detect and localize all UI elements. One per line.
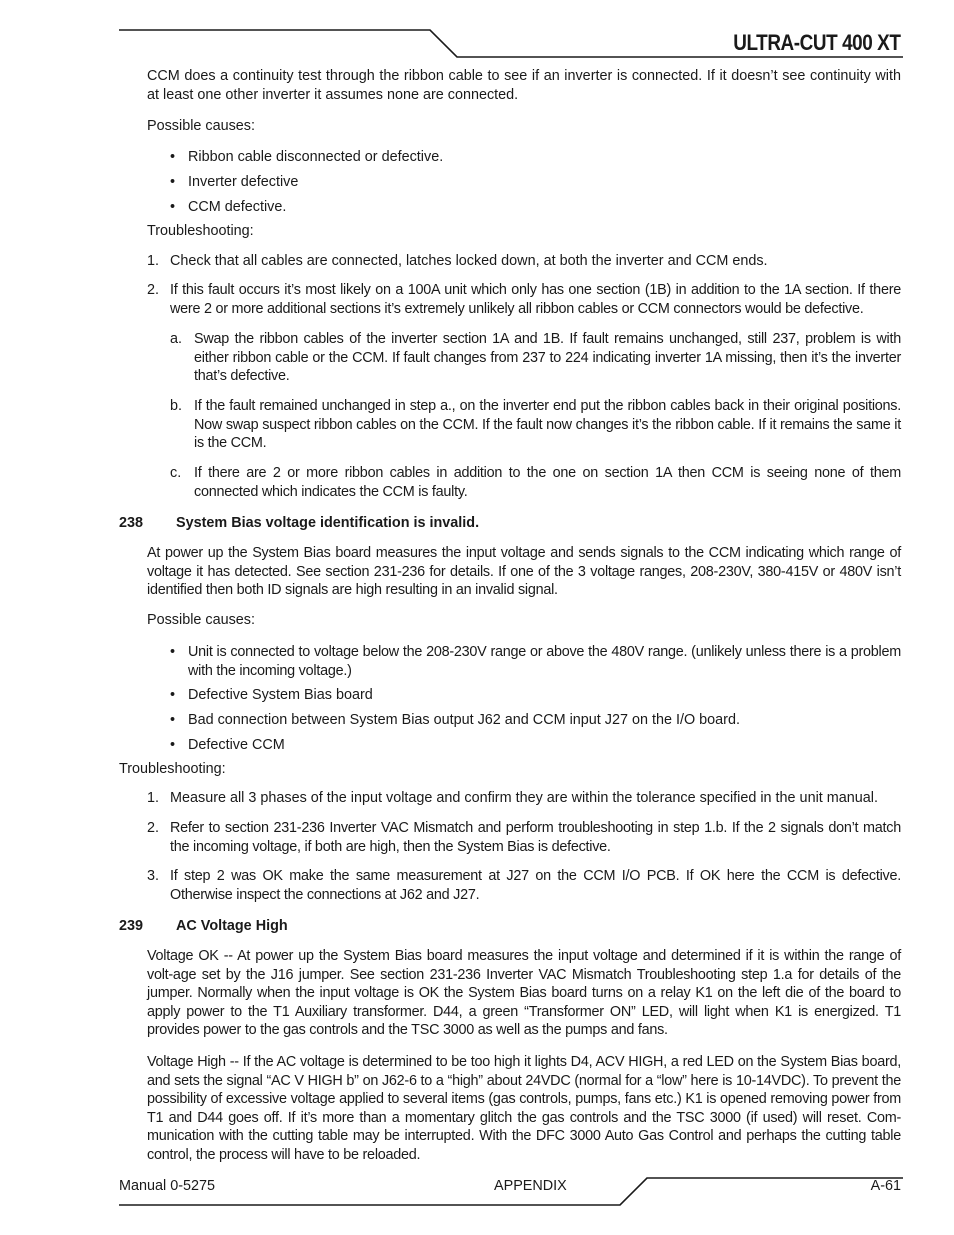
bullet-icon: •: [170, 712, 176, 728]
footer-page-number: A-61: [870, 1178, 901, 1194]
step-text: Measure all 3 phases of the input voltage and confirm they are within the tolerance specified in the unit manual.: [170, 790, 878, 806]
document-title: ULTRA-CUT 400 XT: [732, 30, 900, 55]
list-item: CCM defective.: [188, 199, 287, 215]
step-text: If step 2 was OK make the same measurement at J27 on the CCM I/O PCB. If OK here the CCM is defective. Otherwise inspect the connections at J62 and J27.: [170, 868, 901, 903]
section-title: AC Voltage High: [176, 918, 288, 934]
list-item: Inverter defective: [188, 174, 299, 190]
section-paragraph: Voltage OK -- At power up the System Bias board measures the input voltage and determined if it is within the range of volt-age set by the J16 jumper. See section 231-236 Inverter VAC Mismatch Troubleshooting step 1.a for details of the jumper. Normally when the input voltage is OK the System Bias board turns on a relay K1 on the left die of the board to apply power to the T1 Auxiliary transformer. D44, a green “Transformer ON” LED, will light when K1 is energized. T1 provides power to the gas controls and the TSC 3000 as well as the pumps and fans.: [147, 948, 901, 1039]
step-text: If this fault occurs it’s most likely on a 100A unit which only has one section (1B) in addition to the 1A section. If there were 2 or more additional sections it’s extremely unlikely all ribbon cables or CCM connectors would be defective.: [170, 282, 901, 317]
bullet-icon: •: [170, 687, 176, 703]
step-text: Check that all cables are connected, latches locked down, at both the inverter and CCM ends.: [170, 253, 768, 269]
list-item: Defective System Bias board: [188, 687, 373, 703]
step-text: Refer to section 231-236 Inverter VAC Mismatch and perform troubleshooting in step 1.b. If the 2 signals don’t match the incoming voltage, if both are high, then the System Bias is defective.: [170, 820, 901, 855]
substep-letter: c.: [170, 465, 182, 481]
intro-troubleshooting-label: Troubleshooting:: [147, 223, 254, 239]
intro-causes-label: Possible causes:: [147, 118, 255, 134]
step-number: 2.: [147, 820, 160, 836]
bullet-icon: •: [170, 174, 176, 190]
bullet-icon: •: [170, 199, 176, 215]
step-number: 1.: [147, 790, 160, 806]
section-paragraph: At power up the System Bias board measures the input voltage and sends signals to the CCM indicating which range of voltage it has detected. See section 231-236 for details. If one of the 3 voltage ranges, 208-230V, 380-415V or 480V isn’t identified then both ID signals are high resulting in an invalid signal.: [147, 545, 901, 599]
section-number: 239: [119, 918, 144, 934]
troubleshooting-label: Troubleshooting:: [119, 761, 226, 777]
list-item: Ribbon cable disconnected or defective.: [188, 149, 444, 165]
list-item: Bad connection between System Bias output J62 and CCM input J27 on the I/O board.: [188, 712, 740, 728]
substep-text: Swap the ribbon cables of the inverter section 1A and 1B. If fault remains unchanged, still 237, problem is with either ribbon cable or the CCM. If fault changes from 237 to 224 indicating inverter 1A missing, then it’s the inverter that’s defective.: [194, 331, 901, 385]
substep-text: If there are 2 or more ribbon cables in addition to the one on section 1A then CCM is seeing none of them connected which indicates the CCM is faulty.: [194, 465, 901, 500]
substep-letter: b.: [170, 398, 183, 414]
substep-text: If the fault remained unchanged in step a., on the inverter end put the ribbon cables back in their original positions. Now swap suspect ribbon cables on the CCM. If the fault now changes it’s the ribbon cable. If it remains the same it is the CCM.: [194, 398, 901, 452]
intro-paragraph: CCM does a continuity test through the ribbon cable to see if an inverter is connected. If it doesn’t see continuity with at least one other inverter it assumes none are connected.: [147, 68, 901, 103]
bullet-icon: •: [170, 644, 176, 660]
footer-manual-number: Manual 0-5275: [119, 1178, 216, 1194]
section-number: 238: [119, 515, 144, 531]
list-item: Defective CCM: [188, 737, 285, 753]
list-item: Unit is connected to voltage below the 208-230V range or above the 480V range. (unlikely unless there is a problem with the incoming voltage.): [188, 644, 901, 679]
causes-label: Possible causes:: [147, 612, 255, 628]
bullet-icon: •: [170, 737, 176, 753]
section-title: System Bias voltage identification is invalid.: [176, 515, 480, 531]
step-number: 3.: [147, 868, 160, 884]
section-paragraph: Voltage High -- If the AC voltage is determined to be too high it lights D4, ACV HIGH, a red LED on the System Bias board, and sets the signal “AC V HIGH b” on J62-6 to a “high” about 24VDC (normal for a “low” here is 10-14VDC). To prevent the possibility of excessive voltage applied to several items (gas controls, pumps, fans etc.) K1 is opened removing power from T1 and D44 goes off. If it’s more than a momentary glitch the gas controls and the TSC 3000 (if used) will reset. Com-munication with the cutting table may be interrupted. With the DFC 3000 Auto Gas Control and perhaps the cutting table control, the process will have to be reloaded.: [147, 1054, 901, 1163]
footer-section-name: APPENDIX: [494, 1178, 567, 1194]
substep-letter: a.: [170, 331, 183, 347]
step-number: 1.: [147, 253, 160, 269]
step-number: 2.: [147, 282, 160, 298]
bullet-icon: •: [170, 149, 176, 165]
